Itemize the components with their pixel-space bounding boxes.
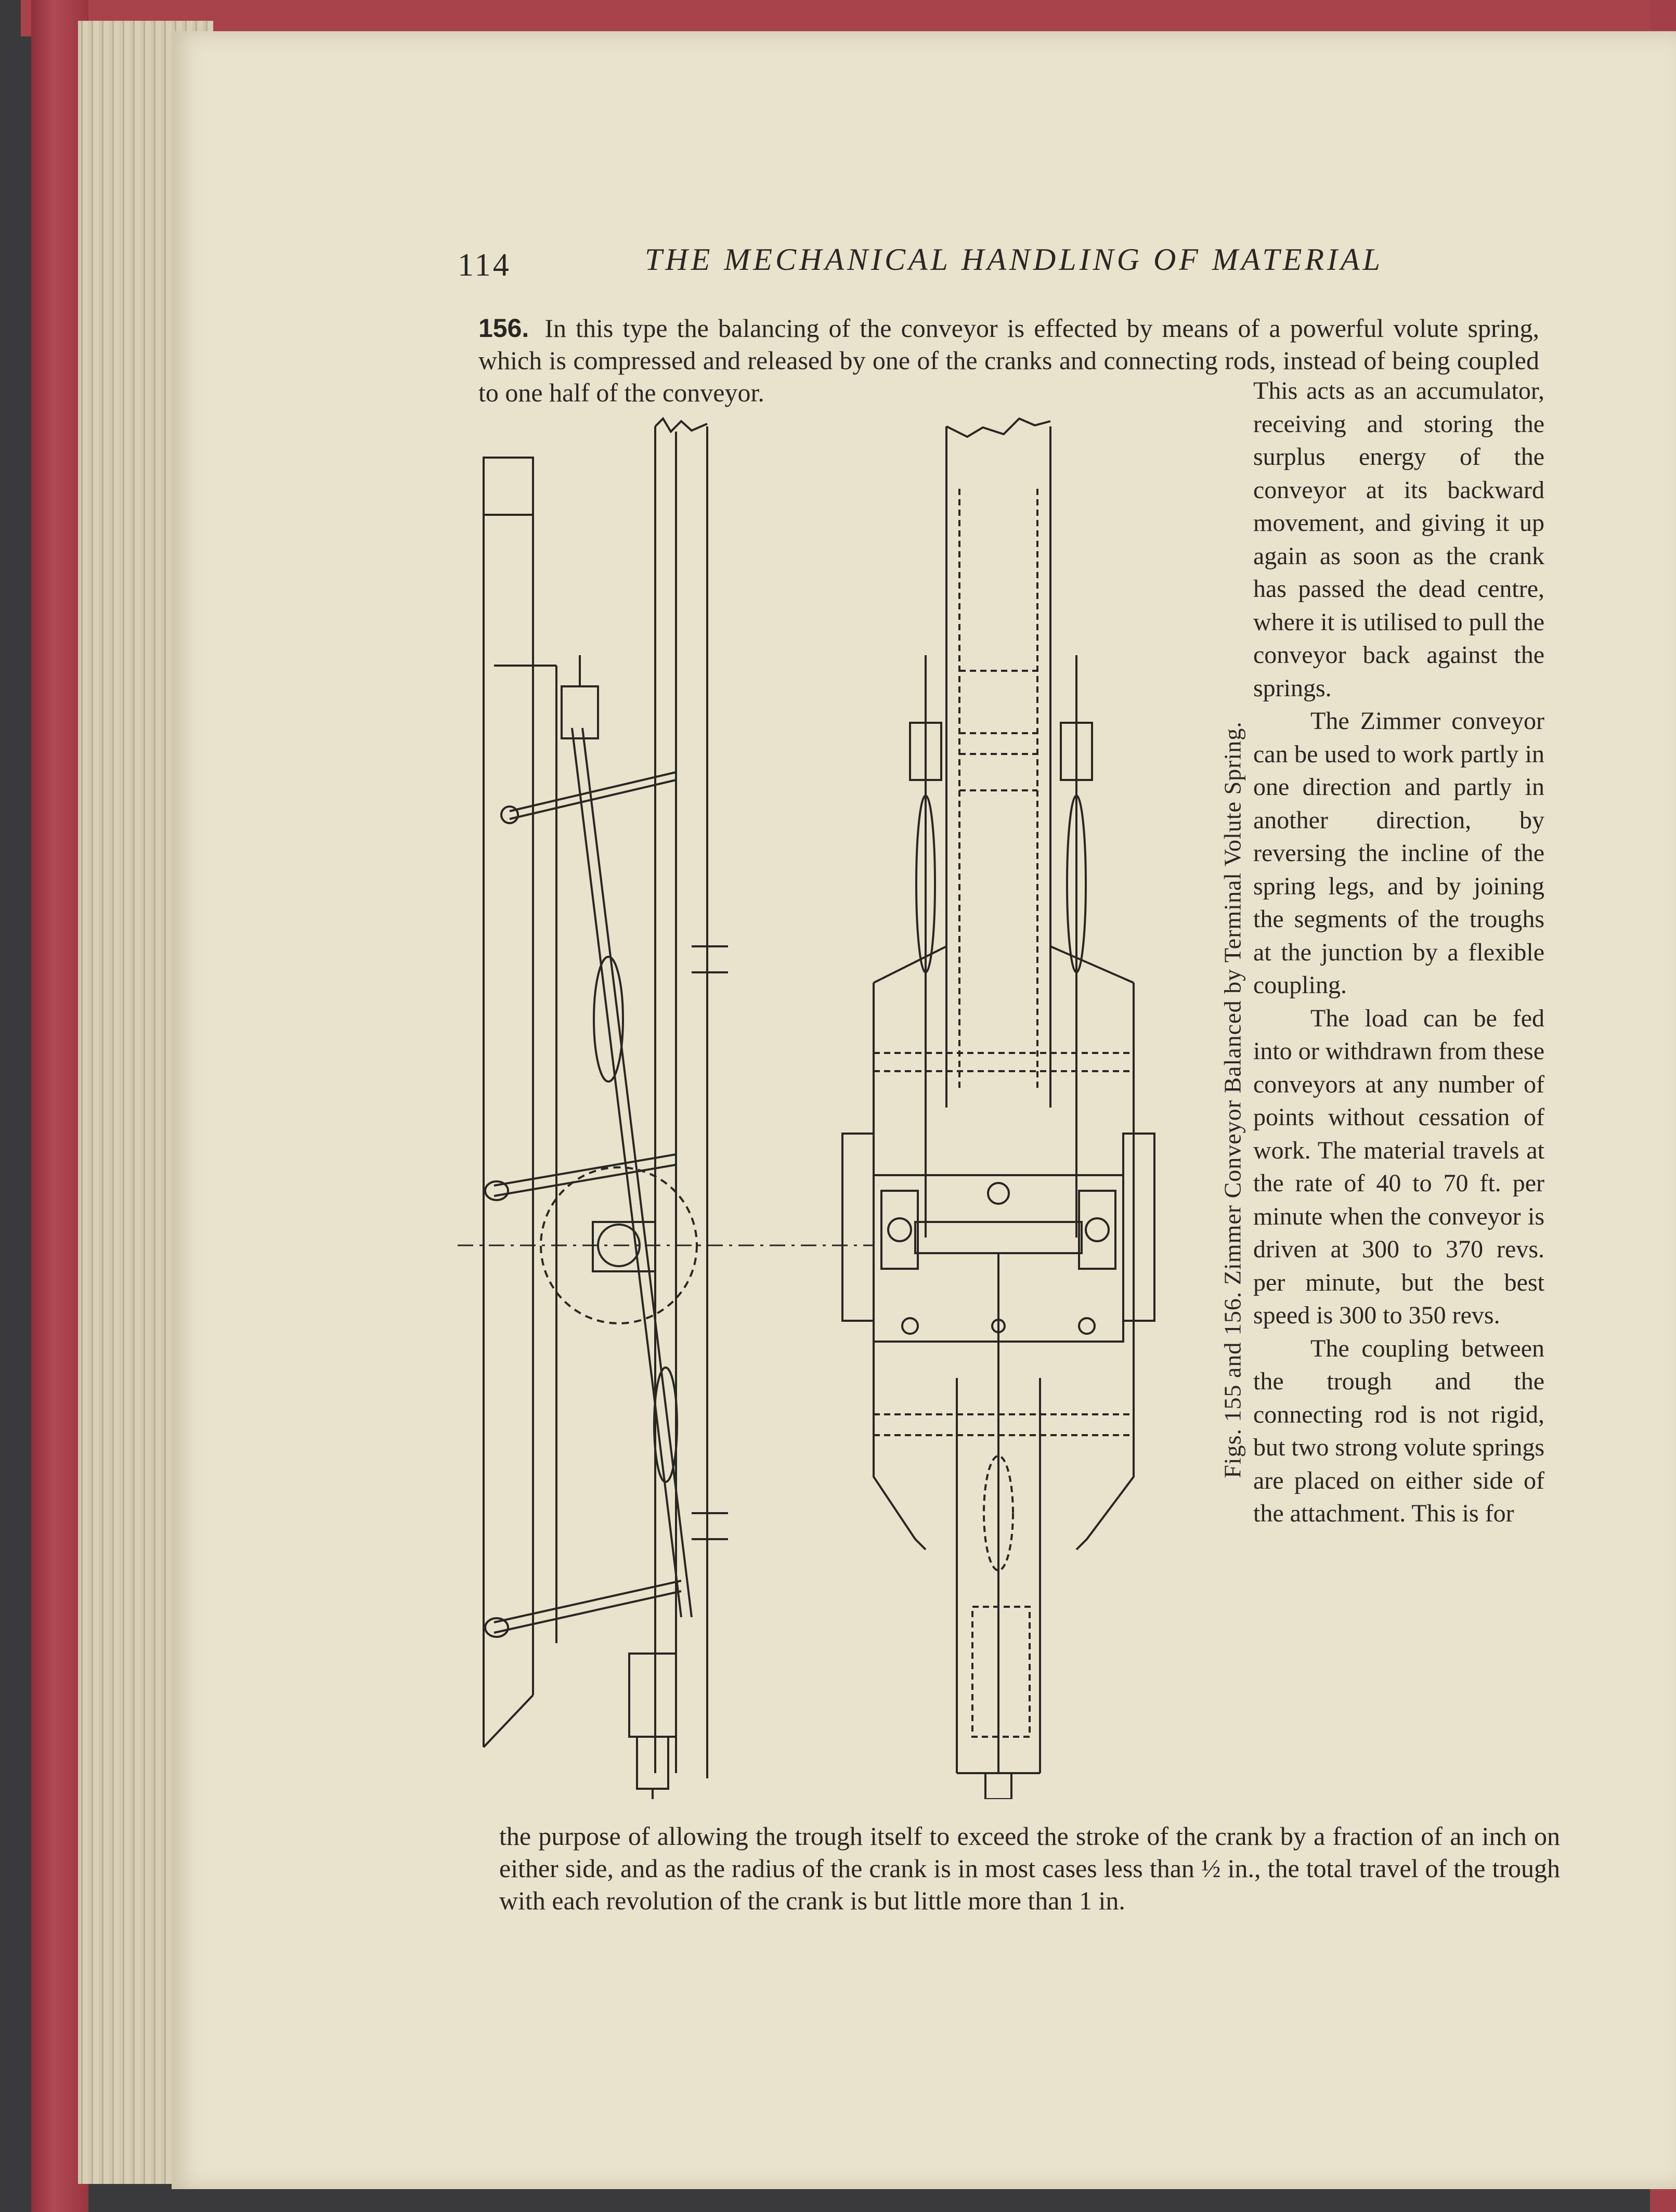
side-paragraph: The Zimmer conveyor can be used to work partly in one direction and partly in another direction, by reversing the incline of the spring legs, and by joining the segments of the troughs at the junction by a flexible coupling.	[1253, 707, 1544, 999]
side-column-text	[1253, 374, 1544, 1530]
figure-caption-text: Figs. 155 and 156. Zimmer Conveyor Balanced by Terminal Volute Spring.	[1219, 721, 1246, 1478]
page-number: 114	[458, 248, 511, 283]
side-paragraph: This acts as an accumulator, receiving and storing the surplus energy of the conveyor at its backward movement, and giving it up again as soon as the crank has passed the dead centre, where it is utilised to pull the conveyor back against the springs.	[1253, 377, 1544, 702]
bottom-paragraph: the purpose of allowing the trough itself to exceed the stroke of the crank by a fraction of an inch on either side, and as the radius of the crank is in most cases less than ½ in., the total travel of the trough with each revolution of the crank is but little more than 1 in.	[499, 1821, 1560, 1915]
conveyor-drawing	[458, 395, 1238, 1799]
running-title: THE MECHANICAL HANDLING OF MATERIAL	[645, 242, 1384, 277]
section-number: 156.	[478, 314, 529, 343]
conveyor-figure	[458, 395, 1238, 1799]
side-elevation-view	[458, 419, 874, 1799]
page-header	[458, 237, 1539, 294]
side-paragraph: The load can be fed into or withdrawn from these conveyors at any number of points without cessation of work. The material travels at the rate of 40 to 70 ft. per minute when the conveyor is driven at 300 to 370 revs. per minute, but the best speed is 300 to 350 revs.	[1253, 1004, 1544, 1329]
plan-view	[842, 419, 1154, 1799]
section-intro-text: In this type the balancing of the conveyor is effected by means of a powerful volute spring, which is compressed and released by one of the cranks and connecting rods, instead of being coupled to one half of the conveyor.	[478, 314, 1539, 407]
side-paragraph: The coupling between the trough and the connecting rod is not rigid, but two strong volute springs are placed on either side of the attachment. This is for	[1253, 1334, 1544, 1527]
